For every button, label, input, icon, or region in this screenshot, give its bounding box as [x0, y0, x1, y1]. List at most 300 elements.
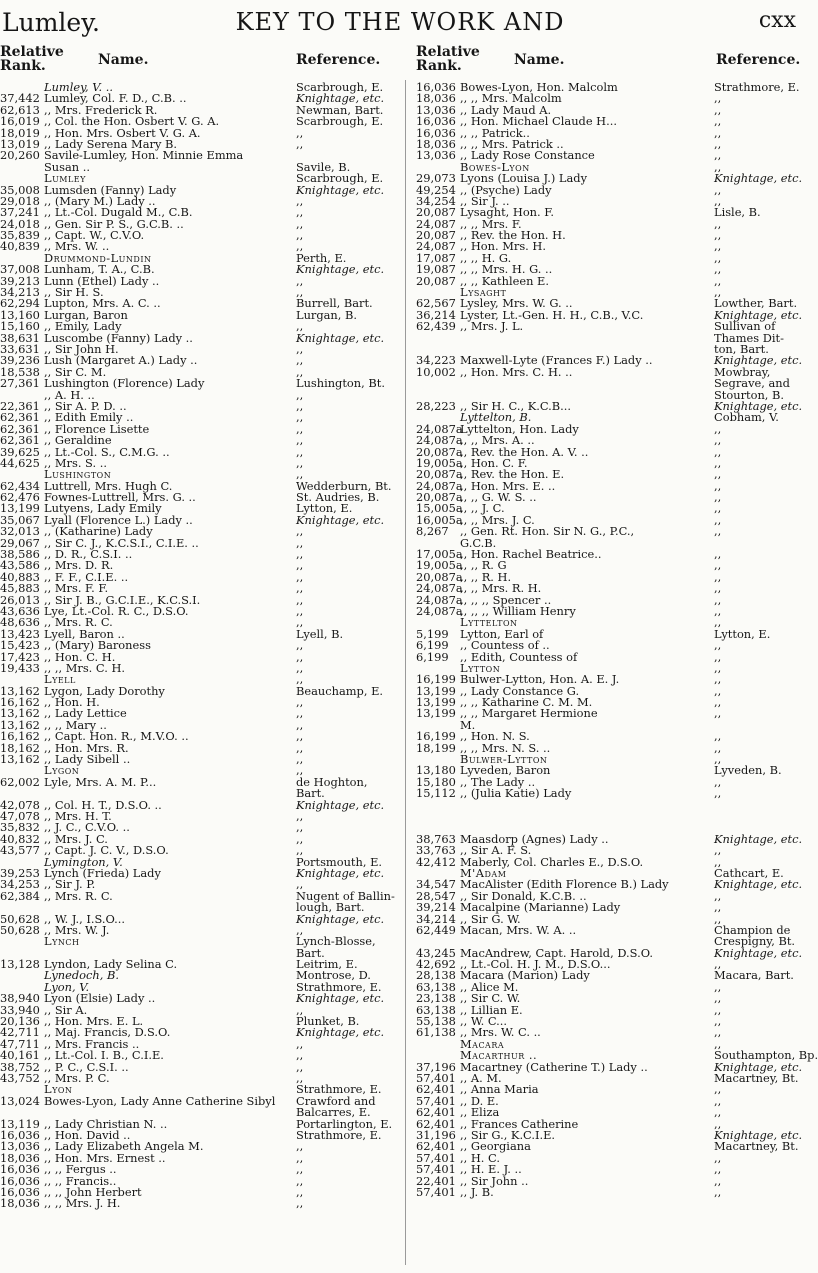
rank-value: 39,625	[0, 444, 40, 459]
reference-value: ,,	[296, 1184, 304, 1199]
reference-value: Balcarres, E.	[296, 1105, 371, 1120]
rank-value: 43,636	[0, 603, 40, 618]
name-value: ,, Mrs. W. ..	[44, 239, 110, 254]
rank-value: 20,087	[416, 205, 456, 220]
name-value: ,, Mrs. Frederick R.	[44, 102, 158, 117]
rank-value: 38,586	[0, 547, 40, 562]
reference-value: ,,	[296, 592, 304, 607]
index-entry	[0, 774, 388, 789]
reference-value: Knightage, etc.	[714, 831, 803, 846]
rank-value: 35,067	[0, 512, 40, 527]
name-value: ,, Mrs. W. J.	[44, 922, 110, 937]
name-value: ,, Hon. Mrs. C. H. ..	[460, 364, 573, 379]
rank-value: 34,214	[416, 911, 456, 926]
rank-value: 62,401	[416, 1082, 456, 1097]
name-value: ,, Lt.-Col. I. B., C.I.E.	[44, 1048, 164, 1063]
name-value: ,, Hon. Mrs. R.	[44, 740, 129, 755]
name-value: ,, Countess of ..	[460, 638, 550, 653]
reference-value: ,,	[714, 1036, 722, 1051]
rank-value: 23,138	[416, 991, 456, 1006]
name-value: ,, Capt. W., C.V.O.	[44, 228, 145, 243]
name-value: M.	[460, 717, 476, 732]
name-value: ,, Rev. the Hon. A. V. ..	[460, 444, 589, 459]
name-value: ,, Sir A. P. D. ..	[44, 398, 127, 413]
name-value: ,, Hon. Mrs. E. ..	[460, 478, 556, 493]
name-value: Fownes-Luttrell, Mrs. G. ..	[44, 490, 196, 505]
name-value: ,, W. J., I.S.O...	[44, 911, 126, 926]
reference-value: ,,	[296, 216, 304, 231]
name-value: ,, Sir John H.	[44, 341, 119, 356]
name-value: ,, Capt. Hon. R., M.V.O. ..	[44, 729, 189, 744]
name-value: ,, F. F., C.I.E. ..	[44, 569, 129, 584]
rank-value: 20,087a	[416, 569, 463, 584]
reference-value: ,,	[714, 239, 722, 254]
rank-value: 18,162	[0, 740, 40, 755]
rank-value: 34,254	[416, 193, 456, 208]
running-head-center: KEY TO THE WORK AND	[235, 8, 565, 36]
reference-value: ,,	[714, 991, 722, 1006]
name-value: ,, Mrs. D. R.	[44, 558, 114, 573]
name-value: ,, ,, R. H.	[460, 569, 512, 584]
reference-value: Knightage, etc.	[296, 182, 385, 197]
name-value: Lygon	[44, 763, 80, 778]
reference-value: Scarbrough, E.	[296, 171, 384, 186]
name-value: ,, Sir J. B., G.C.I.E., K.C.S.I.	[44, 592, 201, 607]
name-value: Macalpine (Marianne) Lady	[460, 900, 621, 915]
reference-value: Southampton, Bp.	[714, 1048, 818, 1063]
rank-value: 35,832	[0, 820, 40, 835]
rank-value: 47,711	[0, 1036, 40, 1051]
reference-value: Strathmore, E.	[296, 979, 382, 994]
name-value: ,, ,, Mrs. C. H.	[44, 660, 126, 675]
reference-value: ton, Bart.	[714, 341, 769, 356]
rank-value: 20,087	[416, 228, 456, 243]
name-value: Maasdorp (Agnes) Lady ..	[460, 831, 609, 846]
reference-value: Knightage, etc.	[296, 911, 385, 926]
rank-value: 13,019	[0, 136, 40, 151]
reference-value: ,,	[296, 820, 304, 835]
name-value: Macan, Mrs. W. A. ..	[460, 922, 577, 937]
name-value: Lymington, V.	[44, 854, 123, 869]
reference-value: ,,	[714, 444, 722, 459]
name-value: ,, Lady Christian N. ..	[44, 1116, 168, 1131]
reference-value: ,,	[714, 1150, 722, 1165]
name-value: Lushington (Florence) Lady	[44, 376, 205, 391]
reference-value: ,,	[714, 1014, 722, 1029]
reference-value: ,,	[714, 114, 722, 129]
reference-heading: Reference.	[296, 52, 381, 68]
name-value: Lysley, Mrs. W. G. ..	[460, 296, 573, 311]
name-value: ,, Maj. Francis, D.S.O.	[44, 1025, 171, 1040]
name-value: Lyndon, Lady Selina C.	[44, 957, 178, 972]
reference-value: Knightage, etc.	[714, 353, 803, 368]
rank-value: 16,036	[416, 80, 456, 94]
rank-value: 15,112	[416, 786, 456, 801]
rank-value: 57,401	[416, 1162, 456, 1177]
name-value: Lurgan, Baron	[44, 307, 128, 322]
rank-value: 40,161	[0, 1048, 40, 1063]
rank-value: 43,577	[0, 843, 40, 858]
reference-value: ,,	[296, 398, 304, 413]
reference-value: ,,	[296, 1173, 304, 1188]
reference-value: Knightage, etc.	[714, 945, 803, 960]
reference-value: ,,	[714, 638, 722, 653]
rank-value: 43,245	[416, 945, 456, 960]
name-value: ,, Sir H. C., K.C.B...	[460, 398, 572, 413]
name-value: ,, ,, Mrs. N. S. ..	[460, 740, 551, 755]
name-value: ,, Hon. Mrs. Osbert V. G. A.	[44, 125, 201, 140]
rank-value: 40,839	[0, 239, 40, 254]
name-value: ,, Mrs. S. ..	[44, 455, 107, 470]
reference-value: ,,	[714, 672, 722, 687]
rank-value: 6,199	[416, 649, 449, 664]
reference-value: Knightage, etc.	[296, 262, 385, 277]
reference-value: ,,	[296, 1002, 304, 1017]
reference-value: Mowbray,	[714, 364, 771, 379]
right-column	[416, 80, 818, 1199]
name-value: ,, Hon. Rachel Beatrice..	[460, 547, 602, 562]
name-value: ,, Mrs. F. F.	[44, 581, 109, 596]
reference-value: ,,	[714, 1025, 722, 1040]
reference-value: ,,	[296, 1048, 304, 1063]
name-value: ,, J. B.	[460, 1184, 494, 1199]
rank-value: 16,036	[416, 125, 456, 140]
reference-value: Lurgan, B.	[296, 307, 357, 322]
name-value: ,, ,, Margaret Hermione	[460, 706, 598, 721]
rank-value: 32,013	[0, 524, 40, 539]
name-value: Bowes-Lyon, Hon. Malcolm	[460, 80, 618, 94]
name-value: ,, ,, Francis..	[44, 1173, 117, 1188]
rank-value: 57,401	[416, 1184, 456, 1199]
name-value: ,, Mrs. R. C.	[44, 888, 113, 903]
rank-value: 34,223	[416, 353, 456, 368]
name-value: Bowes-Lyon	[460, 159, 530, 174]
name-value: ,, Eliza	[460, 1105, 500, 1120]
reference-value: ,,	[714, 273, 722, 288]
name-value: Lyall (Florence L.) Lady ..	[44, 512, 193, 527]
name-value: ,, Anna Maria	[460, 1082, 539, 1097]
reference-value: Perth, E.	[296, 250, 347, 265]
index-entry	[0, 1198, 388, 1209]
name-value: Lysaght	[460, 285, 507, 300]
name-value: ,, Sir Donald, K.C.B. ..	[460, 888, 587, 903]
rank-value: 57,401	[416, 1093, 456, 1108]
name-value: ,, J. C., C.V.O. ..	[44, 820, 130, 835]
reference-value: Knightage, etc.	[296, 512, 385, 527]
name-value: Lyttelton	[460, 615, 518, 630]
rank-value: 57,401	[416, 1070, 456, 1085]
name-value: ,, W. C...	[460, 1014, 507, 1029]
reference-value: ,,	[296, 1162, 304, 1177]
reference-value: ,,	[714, 285, 722, 300]
rank-value: 35,839	[0, 228, 40, 243]
running-head-left: Lumley.	[2, 8, 100, 37]
name-value: ,, ,, Mrs. R. H.	[460, 581, 542, 596]
reference-value: ,,	[296, 752, 304, 767]
reference-value: Lushington, Bt.	[296, 376, 385, 391]
reference-value: ,,	[296, 524, 304, 539]
reference-value: Lisle, B.	[714, 205, 761, 220]
reference-value: lough, Bart.	[296, 900, 365, 915]
name-heading: Name.	[98, 52, 149, 68]
rank-value: 49,254	[416, 182, 456, 197]
name-value: ,, Alice M.	[460, 979, 519, 994]
name-value: ,, Hon. C. H.	[44, 649, 116, 664]
name-value: ,, Sir G. W.	[460, 911, 521, 926]
name-value: ,, The Lady ..	[460, 774, 536, 789]
name-value: ,, Col. H. T., D.S.O. ..	[44, 797, 162, 812]
name-value: ,, Sir C. W.	[460, 991, 521, 1006]
reference-value: ,,	[714, 1162, 722, 1177]
rank-value: 24,087	[416, 216, 456, 231]
rank-value: 18,199	[416, 740, 456, 755]
name-value: ,, (Mary M.) Lady ..	[44, 193, 156, 208]
name-value: ,, Lt.-Col. H. J. M., D.S.O...	[460, 957, 611, 972]
reference-value: Champion de	[714, 922, 791, 937]
name-value: ,, (Psyche) Lady	[460, 182, 552, 197]
name-value: ,, Frances Catherine	[460, 1116, 579, 1131]
reference-value: ,,	[714, 603, 722, 618]
rank-value: 42,078	[0, 797, 40, 812]
name-value: ,, ,, J. C.	[460, 501, 505, 516]
rank-value: 18,036	[0, 1150, 40, 1165]
reference-value: ,,	[296, 1139, 304, 1154]
reference-value: Lynch-Blosse,	[296, 934, 376, 949]
name-heading: Name.	[514, 52, 565, 68]
reference-value: ,,	[296, 763, 304, 778]
rank-value: 42,692	[416, 957, 456, 972]
name-value: ,, Rev. the Hon. E.	[460, 467, 565, 482]
reference-value: Newman, Bart.	[296, 102, 384, 117]
name-value: ,, (Katharine) Lady	[44, 524, 153, 539]
reference-value: ,,	[714, 888, 722, 903]
reference-value: ,,	[296, 581, 304, 596]
rank-value: 39,236	[0, 353, 40, 368]
name-value: ,, Rev. the Hon. H.	[460, 228, 566, 243]
reference-value: Plunket, B.	[296, 1014, 360, 1029]
reference-value: Knightage, etc.	[714, 877, 803, 892]
name-value: ,, ,, Katharine C. M. M.	[460, 695, 593, 710]
name-value: ,, P. C., C.S.I. ..	[44, 1059, 129, 1074]
name-value: ,, Sir H. S.	[44, 285, 104, 300]
name-value: Lumley	[44, 171, 86, 186]
rank-heading: Relative Rank.	[0, 44, 64, 74]
rank-value: 18,538	[0, 364, 40, 379]
reference-value: ,,	[296, 843, 304, 858]
name-value: ,, ,, Mrs. Patrick ..	[460, 136, 564, 151]
rank-value: 35,008	[0, 182, 40, 197]
reference-value: ,,	[714, 854, 722, 869]
rank-value: 34,547	[416, 877, 456, 892]
rank-value: 61,138	[416, 1025, 456, 1040]
name-value: ,, Hon. David ..	[44, 1127, 131, 1142]
reference-value: ,,	[714, 581, 722, 596]
rank-value: 24,087a	[416, 478, 463, 493]
rank-value: 13,162	[0, 683, 40, 698]
reference-value: ,,	[714, 695, 722, 710]
name-value: ,, Lillian E.	[460, 1002, 523, 1017]
reference-value: ,,	[296, 239, 304, 254]
rank-value: 62,401	[416, 1105, 456, 1120]
reference-value: ,,	[296, 660, 304, 675]
rank-value: 13,162	[0, 706, 40, 721]
name-value: Lyons (Louisa J.) Lady	[460, 171, 588, 186]
reference-value: de Hoghton,	[296, 774, 368, 789]
rank-value: 18,036	[416, 136, 456, 151]
rank-value: 62,294	[0, 296, 40, 311]
reference-value: Macartney, Bt.	[714, 1139, 799, 1154]
name-value: Lygon, Lady Dorothy	[44, 683, 165, 698]
name-value: Lumley, V. ..	[44, 80, 113, 94]
rank-value: 18,036	[0, 1196, 40, 1211]
reference-value: ,,	[714, 421, 722, 436]
reference-value: ,,	[296, 603, 304, 618]
rank-value: 40,832	[0, 831, 40, 846]
reference-value: ,,	[714, 433, 722, 448]
reference-value: Knightage, etc.	[714, 1127, 803, 1142]
reference-value: ,,	[296, 1150, 304, 1165]
name-value: ,, Hon. N. S.	[460, 729, 530, 744]
reference-value: ,,	[296, 831, 304, 846]
reference-value: ,,	[296, 410, 304, 425]
name-value: Lytton, Earl of	[460, 626, 544, 641]
name-value: Luttrell, Mrs. Hugh C.	[44, 478, 173, 493]
reference-value: ,,	[296, 729, 304, 744]
name-value: ,, Hon. H.	[44, 695, 100, 710]
rank-value: 43,752	[0, 1070, 40, 1085]
name-value: Macartney (Catherine T.) Lady ..	[460, 1059, 648, 1074]
reference-value: Knightage, etc.	[296, 991, 385, 1006]
rank-value: 16,162	[0, 695, 40, 710]
name-value: Lyell	[44, 672, 76, 687]
reference-value: ,,	[714, 91, 722, 106]
reference-value: ,,	[296, 638, 304, 653]
name-value: ,, ,, R. G	[460, 558, 507, 573]
rank-value: 38,763	[416, 831, 456, 846]
name-value: ,, Gen. Rt. Hon. Sir N. G., P.C.,	[460, 524, 635, 539]
reference-value: ,,	[714, 979, 722, 994]
rank-value: 40,883	[0, 569, 40, 584]
reference-value: Macartney, Bt.	[714, 1070, 799, 1085]
rank-value: 19,005a	[416, 558, 463, 573]
name-value: ,, Col. the Hon. Osbert V. G. A.	[44, 114, 220, 129]
rank-value: 33,631	[0, 341, 40, 356]
reference-value: ,,	[714, 706, 722, 721]
name-value: ,, ,, Patrick..	[460, 125, 530, 140]
name-value: ,, Mrs. W. C. ..	[460, 1025, 541, 1040]
rank-value: 62,449	[416, 922, 456, 937]
rank-value: 20,087a	[416, 444, 463, 459]
rank-value: 22,361	[0, 398, 40, 413]
reference-value: ,,	[714, 786, 722, 801]
name-value: Maberly, Col. Charles E., D.S.O.	[460, 854, 644, 869]
rank-value: 47,078	[0, 809, 40, 823]
reference-value: ,,	[296, 809, 304, 823]
rank-value: 33,940	[0, 1002, 40, 1017]
reference-value: ,,	[714, 957, 722, 972]
name-value: ,, Mrs. J. C.	[44, 831, 108, 846]
name-value: ,, ,, ,, Spencer ..	[460, 592, 552, 607]
rank-value: 13,162	[0, 717, 40, 732]
name-value: MacAndrew, Capt. Harold, D.S.O.	[460, 945, 653, 960]
name-value: ,, ,, Mrs. Malcolm	[460, 91, 562, 106]
reference-value: ,,	[714, 501, 722, 516]
rank-value: 57,401	[416, 1150, 456, 1165]
reference-value: St. Audries, B.	[296, 490, 380, 505]
name-value: ,, D. R., C.S.I. ..	[44, 547, 133, 562]
name-value: ,, Mrs. R. C.	[44, 615, 113, 630]
reference-value: ,,	[714, 729, 722, 744]
name-value: ,, Sir C. M.	[44, 364, 107, 379]
rank-value: 16,005a	[416, 512, 463, 527]
name-value: ,, ,, Kathleen E.	[460, 273, 549, 288]
name-value: ,, Lady Lettice	[44, 706, 127, 721]
reference-value: ,,	[714, 774, 722, 789]
reference-value: ,,	[296, 922, 304, 937]
name-value: Lunn (Ethel) Lady ..	[44, 273, 160, 288]
reference-value: ,,	[296, 341, 304, 356]
rank-value: 62,567	[416, 296, 456, 311]
name-value: ,, Sir A. F. S.	[460, 843, 532, 858]
name-value: Lupton, Mrs. A. C. ..	[44, 296, 161, 311]
rank-value: 10,002	[416, 364, 456, 379]
reference-value: ,,	[296, 649, 304, 664]
rank-value: 39,253	[0, 865, 40, 880]
rank-value: 33,763	[416, 843, 456, 858]
reference-value: ,,	[714, 569, 722, 584]
name-value: ,, Hon. Mrs. H.	[460, 239, 546, 254]
reference-value: Cathcart, E.	[714, 865, 784, 880]
reference-value: ,,	[296, 877, 304, 892]
reference-value: Savile, B.	[296, 159, 351, 174]
reference-value: ,,	[714, 182, 722, 197]
reference-value: ,,	[714, 250, 722, 265]
reference-value: ,,	[296, 535, 304, 550]
rank-value: 17,087	[416, 250, 456, 265]
name-value: Lye, Lt.-Col. R. C., D.S.O.	[44, 603, 189, 618]
name-value: Drummond-Lundin	[44, 250, 152, 265]
name-value: ,, A. M.	[460, 1070, 502, 1085]
reference-value: ,,	[296, 387, 304, 402]
rank-value: 50,628	[0, 922, 40, 937]
name-value: MacAlister (Edith Florence B.) Lady	[460, 877, 669, 892]
index-entry	[416, 800, 800, 811]
name-value: ,, (Julia Katie) Lady	[460, 786, 572, 801]
reference-value: Knightage, etc.	[296, 330, 385, 345]
name-value: ,, Sir J. P.	[44, 877, 96, 892]
reference-value: Strathmore, E.	[296, 1127, 382, 1142]
reference-value: ,,	[296, 455, 304, 470]
name-value: ,, Hon. Mrs. E. L.	[44, 1014, 144, 1029]
rank-value: 34,213	[0, 285, 40, 300]
name-value: ,, Sir G., K.C.I.E.	[460, 1127, 556, 1142]
reference-value: ,,	[296, 547, 304, 562]
name-value: Macara	[460, 1036, 505, 1051]
name-value: ,, ,, Mary ..	[44, 717, 107, 732]
name-value: ,, ,, G. W. S. ..	[460, 490, 537, 505]
rank-value: 55,138	[416, 1014, 456, 1029]
index-entry	[416, 811, 800, 822]
name-value: ,, Edith, Countess of	[460, 649, 578, 664]
reference-value: Scarbrough, E.	[296, 114, 384, 129]
reference-value: ,,	[296, 569, 304, 584]
name-value: Lynch (Frieda) Lady	[44, 865, 161, 880]
rank-value: 62,401	[416, 1139, 456, 1154]
reference-value: Knightage, etc.	[714, 1059, 803, 1074]
reference-value: ,,	[714, 660, 722, 675]
rank-value: 37,008	[0, 262, 40, 277]
reference-value: ,,	[296, 467, 304, 482]
